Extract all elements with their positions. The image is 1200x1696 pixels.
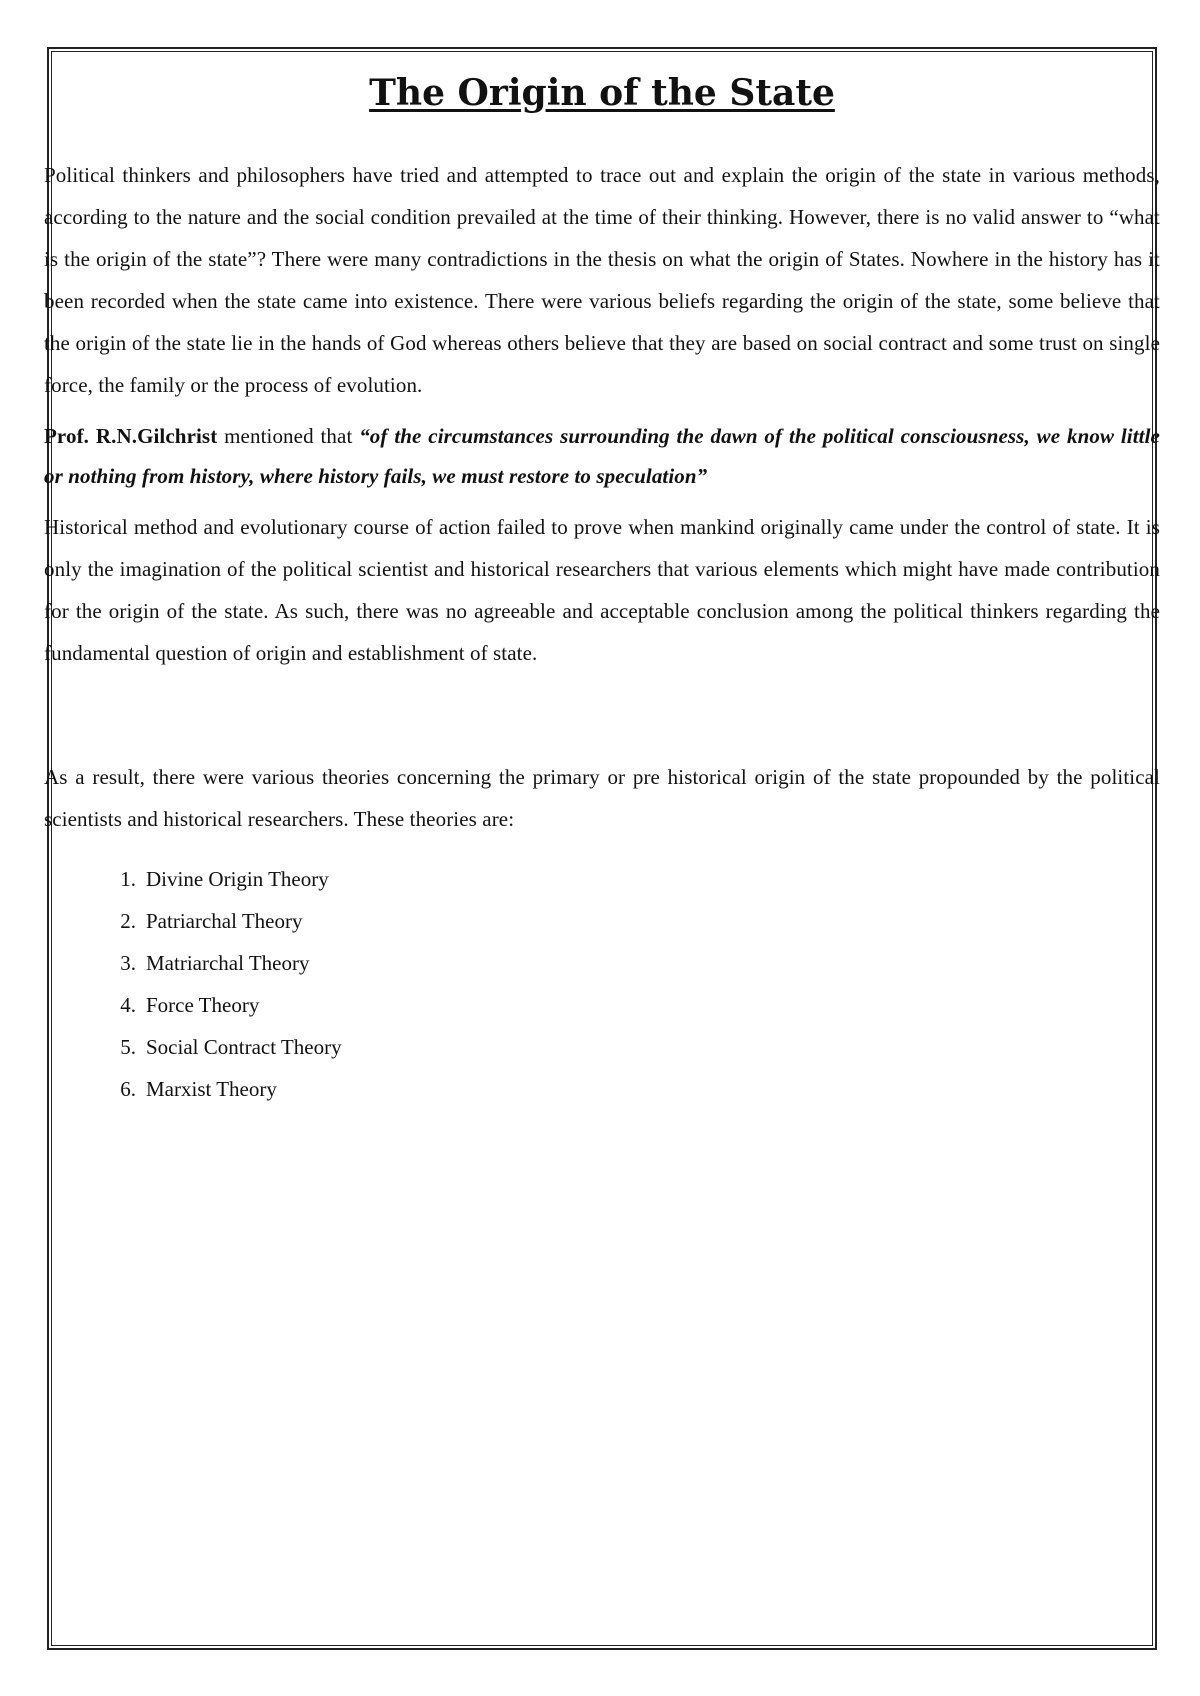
list-item: [44, 1026, 1160, 1068]
document-title: The Origin of the State: [369, 72, 835, 114]
intro-paragraph: Political thinkers and philosophers have tried and attempted to trace out and explain the origin of the state in various methods, according to the nature and the social condition prevailed at the time of their thinking. However, there is no valid answer to “what is the origin of the state”? There were many contradictions in the thesis on what the origin of States. Nowhere in the history has it been recorded when the state came into existence. There were various beliefs regarding the origin of the state, some believe that the origin of the state lie in the hands of God whereas others believe that they are based on social contract and some trust on single force, the family or the process of evolution.: [44, 163, 1160, 397]
list-item-number: 6.: [120, 1077, 136, 1101]
list-item-number: 4.: [120, 993, 136, 1017]
list-item: [44, 1068, 1160, 1110]
list-item-number: 3.: [120, 951, 136, 975]
list-item-number: 5.: [120, 1035, 136, 1059]
theories-intro-paragraph: As a result, there were various theories concerning the primary or pre historical origin of the state propounded by the political scientists and historical researchers. These theories are:: [44, 765, 1160, 831]
quote-connector: mentioned that: [217, 424, 360, 448]
list-item-label: Social Contract Theory: [146, 1035, 342, 1059]
list-item-number: 2.: [120, 909, 136, 933]
quote-author: Prof. R.N.Gilchrist: [44, 424, 218, 448]
list-item: [44, 900, 1160, 942]
list-item-label: Marxist Theory: [146, 1077, 277, 1101]
theories-list: [44, 858, 1160, 1110]
list-item-label: Divine Origin Theory: [146, 867, 329, 891]
list-item-label: Force Theory: [146, 993, 260, 1017]
list-item: [44, 984, 1160, 1026]
list-item-number: 1.: [120, 867, 136, 891]
quote-paragraph: [44, 416, 1160, 496]
historical-method-paragraph: Historical method and evolutionary course of action failed to prove when mankind originally came under the control of state. It is only the imagination of the political scientist and historical researchers that various elements which might have made contribution for the origin of the state. As such, there was no agreeable and acceptable conclusion among the political thinkers regarding the fundamental question of origin and establishment of state.: [44, 515, 1160, 665]
quote-text: “of the circumstances surrounding the dawn of the political consciousness, we know little or nothing from history, where history fails, we must restore to speculation”: [44, 424, 1160, 488]
list-item: [44, 942, 1160, 984]
list-item: [44, 858, 1160, 900]
document-body: [44, 72, 1160, 1110]
list-item-label: Patriarchal Theory: [146, 909, 303, 933]
list-item-label: Matriarchal Theory: [146, 951, 310, 975]
